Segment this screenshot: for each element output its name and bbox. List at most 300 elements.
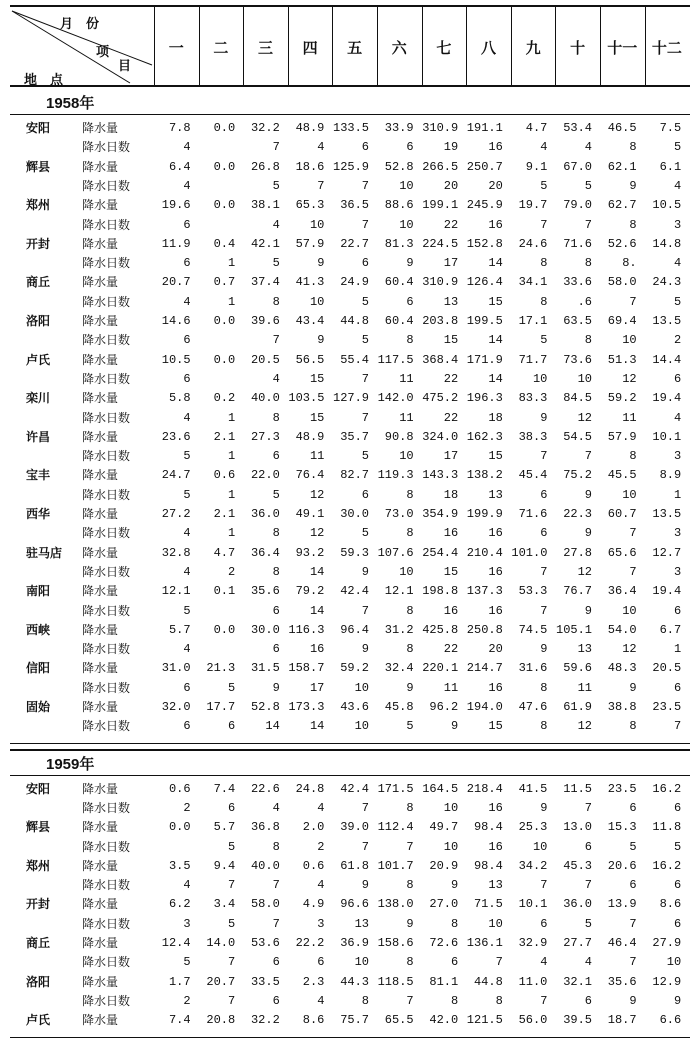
value-cell: 10 bbox=[309, 217, 325, 232]
value-cell: 30.0 bbox=[250, 622, 280, 637]
value-cell: 14 bbox=[309, 564, 325, 579]
value-cell: 12 bbox=[577, 410, 592, 425]
value-cell: 9 bbox=[540, 642, 548, 657]
value-cell: 45.4 bbox=[518, 468, 548, 483]
value-cell: 16.2 bbox=[652, 781, 682, 796]
value-cell: 11.0 bbox=[518, 974, 548, 989]
value-cell: 98.4 bbox=[473, 858, 503, 873]
month-header: 九 bbox=[525, 39, 541, 57]
value-cell: 23.5 bbox=[652, 700, 682, 714]
value-cell: 18.6 bbox=[295, 159, 325, 174]
value-cell: 8. bbox=[622, 256, 637, 271]
value-cell: 8 bbox=[450, 916, 459, 931]
value-cell: 36.0 bbox=[250, 507, 280, 521]
value-cell: 84.5 bbox=[563, 391, 592, 406]
value-cell: 6 bbox=[361, 256, 369, 271]
value-cell: 65.3 bbox=[295, 198, 325, 213]
value-cell: 22 bbox=[443, 371, 459, 386]
row-item-label: 降水日数 bbox=[82, 680, 131, 695]
value-cell: 11 bbox=[399, 371, 414, 386]
value-cell: 4 bbox=[584, 955, 592, 970]
value-cell: 8 bbox=[629, 719, 637, 734]
table-row bbox=[0, 524, 700, 543]
value-cell: 43.6 bbox=[340, 700, 369, 714]
value-cell: 9 bbox=[629, 680, 637, 695]
value-cell: 5 bbox=[540, 333, 548, 348]
value-cell: 22 bbox=[443, 642, 459, 657]
value-cell: 8 bbox=[406, 642, 414, 657]
month-header: 十一 bbox=[607, 39, 638, 57]
value-cell: 17.7 bbox=[206, 700, 236, 714]
value-cell: 3.4 bbox=[213, 897, 236, 912]
row-item-label: 降水日数 bbox=[82, 719, 131, 734]
table-row bbox=[0, 698, 700, 717]
value-cell: 6 bbox=[629, 878, 637, 893]
value-cell: 137.3 bbox=[466, 584, 503, 599]
value-cell: 266.5 bbox=[422, 159, 459, 174]
table-row bbox=[0, 312, 700, 331]
value-cell: 6 bbox=[183, 680, 191, 695]
value-cell: 1.7 bbox=[168, 974, 191, 989]
table-row bbox=[0, 351, 700, 370]
value-cell: 2.1 bbox=[213, 429, 236, 444]
value-cell: 5 bbox=[673, 140, 682, 155]
value-cell: 36.0 bbox=[563, 897, 592, 912]
table-row bbox=[0, 158, 700, 177]
value-cell: 42.0 bbox=[429, 1013, 459, 1028]
value-cell: 20.7 bbox=[206, 974, 236, 989]
row-item-label: 降水日数 bbox=[82, 256, 131, 271]
value-cell: 11.9 bbox=[161, 236, 191, 251]
value-cell: 1 bbox=[673, 642, 682, 657]
station-name: 卢氏 bbox=[26, 352, 51, 367]
year-rule bbox=[10, 775, 690, 776]
value-cell: 4.7 bbox=[213, 545, 236, 560]
station-name: 栾川 bbox=[26, 391, 51, 406]
value-cell: 17 bbox=[443, 449, 459, 464]
value-cell: 14 bbox=[488, 333, 503, 348]
value-cell: 9.1 bbox=[525, 159, 548, 174]
value-cell: 42.4 bbox=[340, 584, 369, 599]
value-cell: 35.7 bbox=[340, 429, 369, 444]
value-cell: 4.9 bbox=[302, 897, 325, 912]
value-cell: 127.9 bbox=[333, 391, 370, 406]
value-cell: 20.5 bbox=[250, 352, 280, 367]
table-row bbox=[0, 640, 700, 659]
value-cell: 5 bbox=[272, 487, 280, 502]
value-cell: 158.7 bbox=[288, 661, 325, 676]
value-cell: 56.5 bbox=[295, 352, 325, 367]
value-cell: 199.1 bbox=[422, 198, 459, 213]
value-cell: 33.5 bbox=[250, 974, 280, 989]
month-header: 六 bbox=[391, 39, 407, 57]
value-cell: 7.4 bbox=[213, 781, 236, 796]
value-cell: 13 bbox=[488, 878, 503, 893]
station-name: 郑州 bbox=[26, 198, 51, 213]
value-cell: 35.6 bbox=[607, 974, 637, 989]
value-cell: 24.3 bbox=[652, 275, 682, 290]
station-name: 洛阳 bbox=[26, 314, 51, 328]
value-cell: 16 bbox=[309, 642, 325, 657]
value-cell: 44.8 bbox=[473, 974, 503, 989]
value-cell: 10 bbox=[488, 916, 503, 931]
value-cell: 9 bbox=[272, 680, 280, 695]
value-cell: 6 bbox=[673, 916, 682, 931]
value-cell: 9 bbox=[406, 916, 414, 931]
value-cell: 7 bbox=[629, 564, 637, 579]
value-cell: 27.3 bbox=[250, 429, 280, 444]
table-row bbox=[0, 876, 700, 895]
value-cell: 10 bbox=[622, 487, 637, 502]
value-cell: 11 bbox=[399, 410, 414, 425]
value-cell: 60.7 bbox=[607, 507, 637, 521]
value-cell: 11 bbox=[309, 449, 325, 464]
value-cell: 9 bbox=[584, 603, 592, 618]
value-cell: 5 bbox=[673, 839, 682, 854]
value-cell: 71.6 bbox=[563, 236, 592, 251]
value-cell: 7 bbox=[361, 603, 369, 618]
value-cell: 7 bbox=[406, 993, 414, 1008]
value-cell: 14.8 bbox=[652, 236, 682, 251]
header-corner-item: 项 bbox=[96, 45, 110, 60]
value-cell: 44.3 bbox=[340, 974, 369, 989]
value-cell: 125.9 bbox=[333, 159, 370, 174]
value-cell: 13.5 bbox=[652, 314, 682, 328]
value-cell: 7 bbox=[629, 294, 637, 309]
value-cell: 6 bbox=[629, 800, 637, 815]
value-cell: 12.4 bbox=[161, 936, 191, 950]
value-cell: 112.4 bbox=[377, 820, 414, 835]
station-name: 许昌 bbox=[26, 429, 51, 444]
value-cell: 1 bbox=[227, 449, 236, 464]
value-cell: 12 bbox=[577, 564, 592, 579]
value-cell: 18.7 bbox=[607, 1013, 637, 1028]
value-cell: 2 bbox=[183, 800, 191, 815]
value-cell: 162.3 bbox=[466, 429, 503, 444]
value-cell: 58.0 bbox=[607, 275, 637, 290]
value-cell: 88.6 bbox=[384, 198, 414, 213]
value-cell: 11 bbox=[622, 410, 637, 425]
value-cell: 9 bbox=[584, 526, 592, 541]
value-cell: 14 bbox=[309, 603, 325, 618]
value-cell: 20 bbox=[488, 642, 503, 657]
value-cell: 6 bbox=[361, 487, 369, 502]
value-cell: 7 bbox=[540, 217, 548, 232]
month-header: 二 bbox=[213, 39, 229, 57]
value-cell: 6 bbox=[272, 955, 280, 970]
value-cell: 10 bbox=[577, 371, 592, 386]
value-cell: 138.2 bbox=[466, 468, 503, 483]
value-cell: 15.3 bbox=[607, 820, 637, 835]
value-cell: 62.1 bbox=[607, 159, 637, 174]
table-row bbox=[0, 447, 700, 466]
value-cell: 16 bbox=[488, 800, 503, 815]
value-cell: 73.6 bbox=[563, 352, 592, 367]
value-cell: 1 bbox=[227, 294, 236, 309]
value-cell: 6 bbox=[272, 642, 280, 657]
value-cell: 6 bbox=[183, 217, 191, 232]
value-cell: 133.5 bbox=[333, 121, 370, 135]
value-cell: 32.2 bbox=[250, 1013, 280, 1028]
value-cell: 25.3 bbox=[518, 820, 548, 835]
value-cell: 158.6 bbox=[377, 936, 414, 950]
value-cell: 9 bbox=[317, 333, 325, 348]
value-cell: 3 bbox=[673, 526, 682, 541]
value-cell: 16 bbox=[488, 680, 503, 695]
value-cell: 2.3 bbox=[302, 974, 325, 989]
value-cell: 9 bbox=[450, 878, 459, 893]
value-cell: 10 bbox=[443, 839, 459, 854]
value-cell: 6 bbox=[450, 955, 459, 970]
value-cell: 82.7 bbox=[340, 468, 369, 483]
value-cell: 4.7 bbox=[525, 121, 548, 135]
value-cell: 0.6 bbox=[213, 468, 236, 483]
table-row bbox=[0, 799, 700, 818]
value-cell: 310.9 bbox=[422, 121, 459, 135]
station-name: 固始 bbox=[26, 700, 51, 714]
row-item-label: 降水量 bbox=[82, 858, 119, 873]
value-cell: 43.4 bbox=[295, 314, 325, 328]
row-item-label: 降水日数 bbox=[82, 800, 131, 815]
value-cell: 10 bbox=[354, 680, 369, 695]
value-cell: 8 bbox=[406, 955, 414, 970]
value-cell: 10.5 bbox=[161, 352, 191, 367]
value-cell: 7 bbox=[540, 449, 548, 464]
station-name: 安阳 bbox=[26, 121, 51, 135]
value-cell: 76.4 bbox=[295, 468, 325, 483]
value-cell: 7 bbox=[317, 178, 325, 193]
value-cell: 8 bbox=[495, 993, 503, 1008]
value-cell: 173.3 bbox=[288, 700, 325, 714]
value-cell: 1 bbox=[227, 526, 236, 541]
value-cell: 10 bbox=[399, 178, 414, 193]
value-cell: 14 bbox=[265, 719, 280, 734]
section-bottom-rule bbox=[10, 743, 690, 744]
value-cell: 57.9 bbox=[607, 429, 637, 444]
value-cell: 9 bbox=[629, 993, 637, 1008]
value-cell: 56.0 bbox=[518, 1013, 548, 1028]
value-cell: 7 bbox=[227, 878, 236, 893]
value-cell: 7.5 bbox=[659, 121, 682, 135]
value-cell: 6 bbox=[673, 371, 682, 386]
value-cell: 19.4 bbox=[652, 391, 682, 406]
value-cell: 13 bbox=[488, 487, 503, 502]
value-cell: 96.2 bbox=[429, 700, 459, 714]
value-cell: 61.8 bbox=[340, 858, 369, 873]
value-cell: 41.5 bbox=[518, 781, 548, 796]
table-row bbox=[0, 973, 700, 992]
station-name: 安阳 bbox=[26, 781, 51, 796]
table-row bbox=[0, 428, 700, 447]
value-cell: 9 bbox=[406, 256, 414, 271]
value-cell: 8 bbox=[406, 603, 414, 618]
station-name: 宝丰 bbox=[26, 468, 51, 483]
row-item-label: 降水量 bbox=[82, 820, 119, 835]
value-cell: 79.0 bbox=[563, 198, 592, 213]
value-cell: 4 bbox=[272, 217, 280, 232]
value-cell: 6.6 bbox=[659, 1013, 682, 1028]
value-cell: 126.4 bbox=[466, 275, 503, 290]
value-cell: 4 bbox=[183, 294, 191, 309]
value-cell: 7 bbox=[361, 839, 369, 854]
year-rule bbox=[10, 114, 690, 115]
value-cell: 8.6 bbox=[302, 1013, 325, 1028]
month-header: 三 bbox=[257, 39, 273, 57]
value-cell: 0.0 bbox=[213, 314, 236, 328]
value-cell: 16 bbox=[443, 603, 459, 618]
value-cell: 34.2 bbox=[518, 858, 548, 873]
value-cell: 75.2 bbox=[563, 468, 592, 483]
value-cell: 6 bbox=[673, 878, 682, 893]
value-cell: 9 bbox=[540, 800, 548, 815]
value-cell: 13 bbox=[577, 642, 592, 657]
value-cell: 23.5 bbox=[607, 781, 637, 796]
value-cell: 103.5 bbox=[288, 391, 325, 406]
value-cell: 6 bbox=[227, 719, 236, 734]
row-item-label: 降水日数 bbox=[82, 449, 131, 464]
table-row bbox=[0, 934, 700, 953]
value-cell: 3.5 bbox=[168, 858, 191, 873]
value-cell: 105.1 bbox=[556, 622, 593, 637]
value-cell: 1 bbox=[227, 410, 236, 425]
value-cell: 16 bbox=[488, 217, 503, 232]
value-cell: 10 bbox=[443, 800, 459, 815]
value-cell: 6 bbox=[540, 487, 548, 502]
value-cell: 93.2 bbox=[295, 545, 325, 560]
table-row bbox=[0, 254, 700, 273]
value-cell: 8 bbox=[406, 487, 414, 502]
value-cell: 0.0 bbox=[213, 159, 236, 174]
value-cell: 6 bbox=[673, 603, 682, 618]
value-cell: 8 bbox=[272, 294, 280, 309]
value-cell: 6.2 bbox=[168, 897, 191, 912]
value-cell: 98.4 bbox=[473, 820, 503, 835]
value-cell: 67.0 bbox=[563, 159, 592, 174]
value-cell: 5 bbox=[183, 449, 191, 464]
value-cell: 55.4 bbox=[340, 352, 369, 367]
value-cell: 41.3 bbox=[295, 275, 325, 290]
row-item-label: 降水日数 bbox=[82, 140, 131, 155]
value-cell: 14 bbox=[488, 371, 503, 386]
value-cell: 31.0 bbox=[161, 661, 191, 676]
month-header: 八 bbox=[480, 39, 496, 57]
table-row bbox=[0, 409, 700, 428]
value-cell: 5 bbox=[629, 839, 637, 854]
value-cell: 8 bbox=[540, 294, 548, 309]
value-cell: 7.4 bbox=[168, 1013, 191, 1028]
value-cell: 52.8 bbox=[250, 700, 280, 714]
value-cell: 53.3 bbox=[518, 584, 548, 599]
value-cell: 2.0 bbox=[302, 820, 325, 835]
value-cell: 121.5 bbox=[466, 1013, 503, 1028]
value-cell: 79.2 bbox=[295, 584, 325, 599]
year-heading: 1958年 bbox=[46, 95, 95, 112]
value-cell: 6 bbox=[406, 294, 414, 309]
value-cell: 42.4 bbox=[340, 781, 369, 796]
value-cell: 32.9 bbox=[518, 936, 548, 950]
row-item-label: 降水量 bbox=[82, 352, 119, 367]
value-cell: 33.6 bbox=[563, 275, 592, 290]
value-cell: 31.2 bbox=[384, 622, 414, 637]
value-cell: 32.1 bbox=[563, 974, 592, 989]
value-cell: 57.9 bbox=[295, 236, 325, 251]
value-cell: 96.6 bbox=[340, 897, 369, 912]
value-cell: 17 bbox=[309, 680, 325, 695]
table-row bbox=[0, 621, 700, 640]
value-cell: 6 bbox=[272, 449, 280, 464]
table-row bbox=[0, 895, 700, 914]
station-name: 商丘 bbox=[26, 936, 51, 950]
table-row bbox=[0, 717, 700, 736]
value-cell: 8 bbox=[540, 256, 548, 271]
value-cell: 13 bbox=[443, 294, 459, 309]
value-cell: 10 bbox=[666, 955, 682, 970]
value-cell: 20.8 bbox=[206, 1013, 236, 1028]
table-row bbox=[0, 659, 700, 678]
value-cell: 10 bbox=[399, 564, 414, 579]
row-item-label: 降水量 bbox=[82, 545, 119, 560]
value-cell: 5 bbox=[361, 333, 369, 348]
value-cell: 1 bbox=[673, 487, 682, 502]
station-name: 商丘 bbox=[26, 275, 51, 290]
value-cell: 0.4 bbox=[213, 236, 236, 251]
value-cell: 7 bbox=[540, 603, 548, 618]
value-cell: 220.1 bbox=[422, 661, 459, 676]
value-cell: 6 bbox=[584, 993, 592, 1008]
month-header: 四 bbox=[302, 39, 318, 57]
value-cell: 4 bbox=[317, 993, 325, 1008]
row-item-label: 降水日数 bbox=[82, 878, 131, 893]
value-cell: 22.2 bbox=[295, 936, 325, 950]
value-cell: 7 bbox=[272, 333, 280, 348]
value-cell: 16 bbox=[488, 140, 503, 155]
value-cell: 14 bbox=[309, 719, 325, 734]
table-row bbox=[0, 466, 700, 485]
value-cell: 32.4 bbox=[384, 661, 414, 676]
value-cell: 22 bbox=[443, 410, 459, 425]
value-cell: 475.2 bbox=[422, 391, 459, 406]
value-cell: 101.7 bbox=[377, 858, 414, 873]
value-cell: 3 bbox=[673, 564, 682, 579]
value-cell: 7 bbox=[540, 993, 548, 1008]
value-cell: 4 bbox=[584, 140, 592, 155]
row-item-label: 降水量 bbox=[82, 1013, 119, 1028]
table-row bbox=[0, 119, 700, 138]
value-cell: 4 bbox=[183, 178, 191, 193]
row-item-label: 降水量 bbox=[82, 622, 119, 637]
value-cell: 76.7 bbox=[563, 584, 592, 599]
value-cell: 8 bbox=[406, 526, 414, 541]
value-cell: 6 bbox=[406, 140, 414, 155]
value-cell: 30.0 bbox=[340, 507, 369, 521]
value-cell: 20.5 bbox=[652, 661, 682, 676]
value-cell: 38.3 bbox=[518, 429, 548, 444]
value-cell: 60.4 bbox=[384, 275, 414, 290]
value-cell: 6 bbox=[183, 333, 191, 348]
value-cell: 6.1 bbox=[659, 159, 682, 174]
value-cell: 214.7 bbox=[466, 661, 503, 676]
value-cell: 5 bbox=[272, 178, 280, 193]
value-cell: 9 bbox=[361, 642, 369, 657]
value-cell: 12 bbox=[622, 371, 637, 386]
value-cell: 31.6 bbox=[518, 661, 548, 676]
value-cell: 24.9 bbox=[340, 275, 369, 290]
value-cell: 8 bbox=[629, 217, 637, 232]
value-cell: 17.1 bbox=[518, 314, 548, 328]
value-cell: 6 bbox=[540, 526, 548, 541]
value-cell: 6 bbox=[183, 719, 191, 734]
value-cell: 354.9 bbox=[422, 507, 459, 521]
